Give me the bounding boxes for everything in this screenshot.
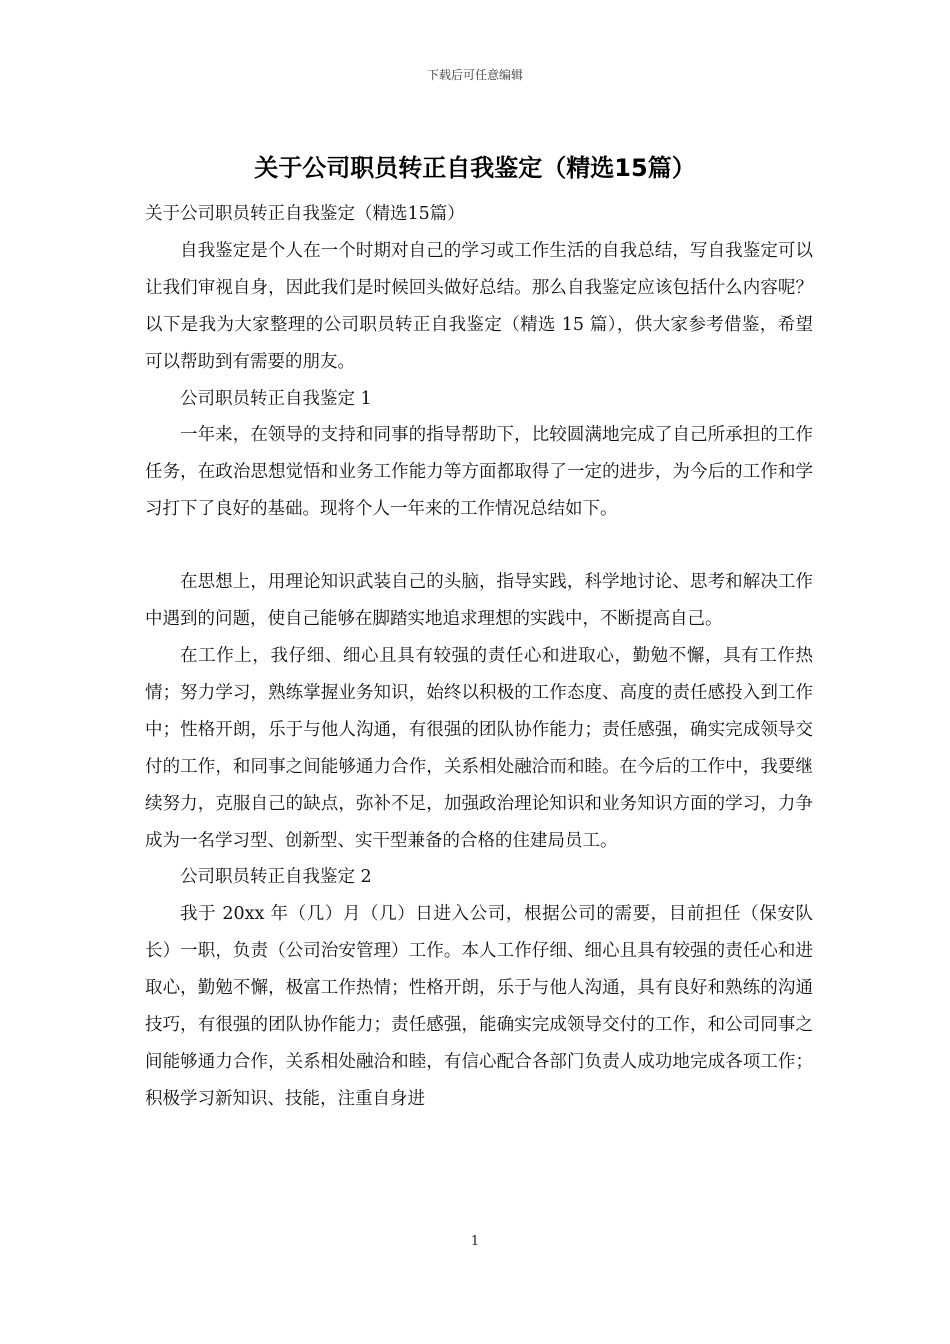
page-number: 1 [470, 1234, 480, 1249]
body-paragraph: 一年来，在领导的支持和同事的指导帮助下，比较圆满地完成了自己所承担的工作任务，在政治思想觉悟和业务工作能力等方面都取得了一定的进步，为今后的工作和学习打下了良好的基础。现将个人一年来的工作情况总结如下。 [145, 425, 813, 520]
body-paragraph: 我于 20xx 年（几）月（几）日进入公司，根据公司的需要，目前担任（保安队长）一职，负责（公司治安管理）工作。本人工作仔细、细心且具有较强的责任心和进取心，勤勉不懈，极富工作热情；性格开朗，乐于与他人沟通，具有良好和熟练的沟通技巧，有很强的团队协作能力；责任感强，能确实完成领导交付的工作，和公司同事之间能够通力合作，关系相处融洽和睦，有信心配合各部门负责人成功地完成各项工作；积极学习新知识、技能，注重自身进 [145, 904, 813, 1109]
document-body [145, 196, 813, 1118]
section-heading-2: 公司职员转正自我鉴定 2 [180, 867, 372, 888]
body-paragraph: 在思想上，用理论知识武装自己的头脑，指导实践，科学地讨论、思考和解决工作中遇到的问题，使自己能够在脚踏实地追求理想的实践中，不断提高自己。 [145, 572, 813, 630]
intro-paragraph: 自我鉴定是个人在一个时期对自己的学习或工作生活的自我总结，写自我鉴定可以让我们审视自身，因此我们是时候回头做好总结。那么自我鉴定应该包括什么内容呢？以下是我为大家整理的公司职员转正自我鉴定（精选 15 篇），供大家参考借鉴，希望可以帮助到有需要的朋友。 [145, 240, 813, 372]
header-note: 下载后可任意编辑 [426, 68, 523, 82]
subtitle-paragraph: 关于公司职员转正自我鉴定（精选15篇） [145, 204, 465, 224]
document-title: 关于公司职员转正自我鉴定（精选15篇） [254, 154, 696, 182]
body-paragraph: 在工作上，我仔细、细心且具有较强的责任心和进取心，勤勉不懈，具有工作热情；努力学习，熟练掌握业务知识，始终以积极的工作态度、高度的责任感投入到工作中；性格开朗，乐于与他人沟通，有很强的团队协作能力；责任感强，确实完成领导交付的工作，和同事之间能够通力合作，关系相处融洽而和睦。在今后的工作中，我要继续努力，克服自己的缺点，弥补不足，加强政治理论知识和业务知识方面的学习，力争成为一名学习型、创新型、实干型兼备的合格的住建局员工。 [145, 645, 813, 851]
section-heading-1: 公司职员转正自我鉴定 1 [180, 388, 372, 409]
